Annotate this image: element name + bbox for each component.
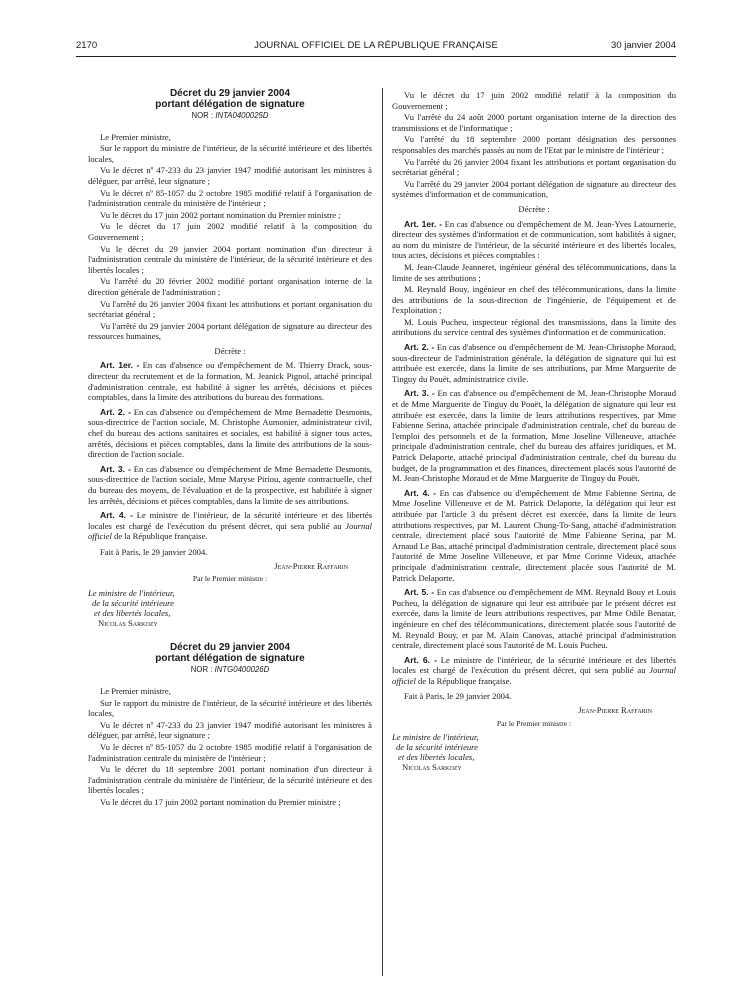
paragraph: Vu le décret du 17 juin 2002 portant nomination du Premier ministre ; <box>100 796 341 807</box>
minister-block: Le ministre de l'intérieur, de la sécurité intérieure et des libertés locales, <box>392 732 479 763</box>
paragraph: Le Premier ministre, <box>100 131 171 142</box>
paragraph: Vu le décret du 29 janvier 2004 portant nomination d'un directeur à l'administration centrale du ministère de l'intérieur, de la sécurité intérieure et des libertés locales ; <box>88 243 372 275</box>
paragraph: Sur le rapport du ministre de l'intérieur, de la sécurité intérieure et des libertés locales, <box>88 697 372 719</box>
article-3: Art. 3. - En cas d'absence ou d'empêchement de Mme Bernadette Desmonts, sous-directrice de l'action sociale, Mme Maryse Piriou, agente contractuelle, chef du bureau des moyens, de l'évaluation et de la prospective, est habilitée à signer les arrêtés, décisions et pièces comptables, dans la limite de ses attributions. <box>88 463 372 506</box>
paragraph: Sur le rapport du ministre de l'intérieur, de la sécurité intérieure et des libertés locales, <box>88 143 372 164</box>
article-4: Art. 4. - Le ministre de l'intérieur, de la sécurité intérieure et des libertés locales est chargé de l'exécution du présent décret, qui sera publié au Journal officiel de la République française. <box>88 510 372 542</box>
column-separator <box>382 88 383 976</box>
article-2: Art. 2. - En cas d'absence ou d'empêchement de Mme Bernadette Desmonts, sous-directrice de l'action sociale, M. Christophe Aumonier, administrateur civil, chef du bureau des actions sanitaires et sociales, est habilité à signer tous actes, arrêtés, décisions et pièces comptables, dans la limite des attributions de la sous-direction de l'action sociale. <box>88 406 372 460</box>
article-1-item: M. Reynald Bouy, ingénieur en chef des télécommunications, dans la limite des attributions de la sous-direction de l'ingénierie, de l'équipement et de l'exploitation ; <box>392 284 676 316</box>
article-1-item: M. Louis Pucheu, inspecteur régional des transmissions, dans la limite des attributions du service central des systèmes d'information et de communication. <box>392 316 676 338</box>
par-premier-ministre: Par le Premier ministre : <box>192 574 268 584</box>
decree2-title: Décret du 29 janvier 2004 portant délégation de signature <box>155 642 305 665</box>
decree2-start <box>88 642 372 807</box>
paragraph: Vu le décret nº 85-1057 du 2 octobre 1985 modifié relatif à l'organisation de l'administration centrale du ministère de l'intérieur ; <box>88 187 372 209</box>
right-column <box>392 90 676 773</box>
article-4: Art. 4. - En cas d'absence ou d'empêchement de Mme Fabienne Serina, de Mme Joseline Villeneuve et de M. Patrick Delaporte, la délégation qui leur est attribuée par l'article 3 du présent décret est exercée, dans la limite de leurs attributions respectives, par M. Laurent Chung-To-Sang, attaché d'administration centrale, directement placé sous l'autorité de Mme Fabienne Serina, par M. Arnaud Le Bas, attaché principal d'administration centrale, directement placé sous l'autorité de Mme Joseline Villeneuve, et par Mme Corinne Videux, attachée principale d'administration centrale, directement placée sous l'autorité de M. Patrick Delaporte. <box>392 487 676 583</box>
paragraph: Vu le décret nº 85-1057 du 2 octobre 1985 modifié relatif à l'organisation de l'administration centrale du ministère de l'intérieur ; <box>88 741 372 763</box>
paragraph: Vu le décret du 17 juin 2002 modifié relatif à la composition du Gouvernement ; <box>392 90 676 111</box>
fait-a-paris: Fait à Paris, le 29 janvier 2004. <box>404 691 512 702</box>
issue-date: 30 janvier 2004 <box>611 40 676 51</box>
paragraph: Vu le décret du 18 septembre 2001 portant nomination d'un directeur à l'administration centrale du ministère de l'intérieur, de la sécurité intérieure et des libertés locales ; <box>88 764 372 796</box>
fait-a-paris: Fait à Paris, le 29 janvier 2004. <box>100 546 208 557</box>
signatory: Jean-Pierre Raffarin <box>578 705 652 716</box>
decree2-nor: NOR : INTG0400026D <box>190 665 270 675</box>
paragraph: Vu l'arrêté du 29 janvier 2004 portant délégation de signature au directeur des ressources humaines, <box>88 320 372 342</box>
paragraph: Vu l'arrêté du 24 août 2000 portant organisation interne de la direction des transmissions et de l'informatique ; <box>392 112 676 133</box>
paragraph: Le Premier ministre, <box>100 685 171 696</box>
decree1-nor: NOR : INTA0400025D <box>191 111 269 120</box>
article-3: Art. 3. - En cas d'absence ou d'empêchement de M. Jean-Christophe Moraud et de Mme Marguerite de Tinguy du Pouët, la délégation de signature qui leur est attribuée est exercée, dans la limite de leurs attributions respectives, par Mme Fabienne Serina, attachée principale d'administration centrale, chef du bureau de l'emploi des personnels et de la formation, Mme Joseline Villeneuve, attachée principale d'administration centrale, chef du bureau des affaires juridiques, et M. Patrick Delaporte, attaché principal d'administration centrale, chef du bureau du budget, de la programmation et des finances, directement placés sous l'autorité de M. Jean-Christophe Moraud et de Mme Marguerite de Tinguy du Pouët. <box>392 388 676 484</box>
header-rule <box>76 56 676 57</box>
article-1: Art. 1er. - En cas d'absence ou d'empêchement de M. Jean-Yves Latournerie, directeur des systèmes d'information et de communication, sont habilités à signer, au nom du ministre de l'intérieur, de la sécurité intérieure et des libertés locales, tous actes, décisions et pièces comptables : <box>392 218 676 261</box>
paragraph: Vu le décret du 17 juin 2002 portant nomination du Premier ministre ; <box>100 209 341 220</box>
article-1: Art. 1er. - En cas d'absence ou d'empêchement de M. Thierry Drack, sous-directeur du recrutement et de la formation, M. Jeanick Pignol, attaché principal d'administration centrale, est habilité à signer les arrêtés, décisions et pièces comptables, dans la limite des attributions du bureau des formations. <box>88 360 372 403</box>
minister-name: Nicolas Sarkozy <box>98 617 158 628</box>
paragraph: Vu l'arrêté du 26 janvier 2004 fixant les attributions et portant organisation du secrétariat général ; <box>88 298 372 320</box>
decrete: Décrète : <box>214 345 246 356</box>
paragraph: Vu l'arrêté du 26 janvier 2004 fixant les attributions et portant organisation du secrétariat général ; <box>392 156 676 178</box>
left-column <box>88 88 372 808</box>
minister-name: Nicolas Sarkozy <box>402 762 462 773</box>
paragraph: Vu l'arrêté du 29 janvier 2004 portant délégation de signature au directeur des systèmes d'information et de communication, <box>392 178 676 200</box>
paragraph: Vu le décret du 17 juin 2002 modifié relatif à la composition du Gouvernement ; <box>88 221 372 242</box>
page-header <box>76 40 676 54</box>
article-6: Art. 6. - Le ministre de l'intérieur, de la sécurité intérieure et des libertés locales est chargé de l'exécution du présent décret, qui sera publié au Journal officiel de la République française. <box>392 654 676 686</box>
paragraph: Vu l'arrêté du 18 septembre 2000 portant désignation des personnes responsables des marchés passés au nom de l'Etat par le ministre de l'intérieur ; <box>392 134 676 155</box>
article-2: Art. 2. - En cas d'absence ou d'empêchement de M. Jean-Christophe Moraud, sous-directeur de l'administration générale, la délégation de signature qui lui est attribuée est exercée, dans la limite de ses attributions, par Mme Marguerite de Tinguy du Pouët, administratrice civile. <box>392 342 676 384</box>
minister-block: Le ministre de l'intérieur, de la sécurité intérieure et des libertés locales, <box>88 587 175 618</box>
journal-title: JOURNAL OFFICIEL DE LA RÉPUBLIQUE FRANÇAISE <box>254 40 498 51</box>
page-number: 2170 <box>76 40 98 51</box>
decrete: Décrète : <box>518 203 550 214</box>
par-premier-ministre: Par le Premier ministre : <box>496 718 572 728</box>
decree1-title: Décret du 29 janvier 2004 portant délégation de signature <box>155 88 305 110</box>
signatory: Jean-Pierre Raffarin <box>274 560 348 571</box>
paragraph: Vu l'arrêté du 20 février 2002 modifié portant organisation interne de la direction générale de l'administration ; <box>88 276 372 297</box>
paragraph: Vu le décret nº 47-233 du 23 janvier 1947 modifié autorisant les ministres à déléguer, par arrêté, leur signature ; <box>88 719 372 741</box>
article-1-item: M. Jean-Claude Jeanneret, ingénieur général des télécommunications, dans la limite de ses attributions ; <box>392 261 676 283</box>
article-5: Art. 5. - En cas d'absence ou d'empêchement de MM. Reynald Bouy et Louis Pucheu, la délégation de signature qui leur est attribuée par le présent décret est exercée, dans la limite de leurs attributions respectives, par Mme Odile Benatar, ingénieure en chef des télécommunications, directement placée sous l'autorité de M. Reynald Bouy, et par M. Alain Canovas, attaché principal d'administration centrale, directement placé sous l'autorité de M. Louis Pucheu. <box>392 587 676 651</box>
paragraph: Vu le décret nº 47-233 du 23 janvier 1947 modifié autorisant les ministres à déléguer, par arrêté, leur signature ; <box>88 165 372 186</box>
